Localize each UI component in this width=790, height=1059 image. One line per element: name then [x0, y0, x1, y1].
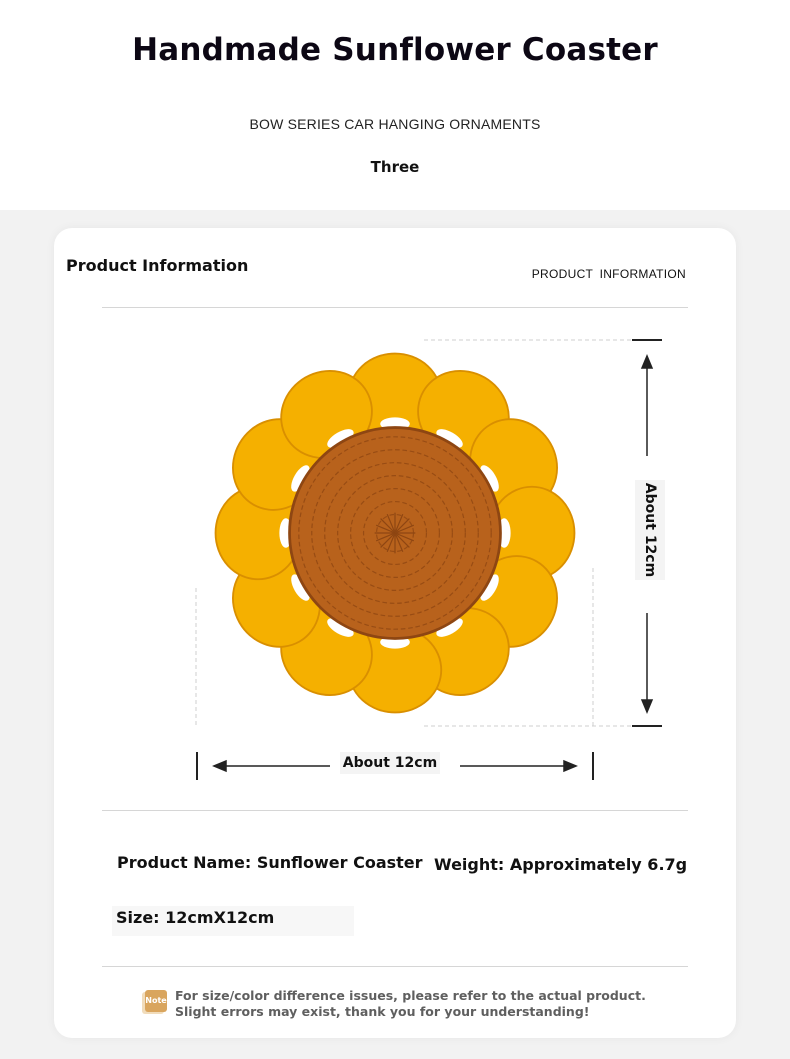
page-subtitle: BOW SERIES CAR HANGING ORNAMENTS [249, 116, 541, 132]
sunflower-coaster-image [216, 354, 575, 713]
spec-size: Size: 12cmX12cm [116, 908, 275, 927]
note-line-2: Slight errors may exist, thank you for your understanding! [175, 1004, 590, 1019]
height-label: About 12cm [635, 480, 665, 580]
width-label: About 12cm [340, 752, 440, 774]
spec-product-name: Product Name: Sunflower Coaster [117, 853, 423, 872]
card-heading: Product Information [66, 256, 249, 275]
page-title: Handmade Sunflower Coaster [132, 32, 658, 68]
spec-weight: Weight: Approximately 6.7g [434, 855, 688, 874]
divider-middle [102, 810, 688, 811]
header-section [0, 0, 790, 210]
card-heading-english: PRODUCT INFORMATION [531, 267, 686, 281]
note-text [175, 988, 646, 1020]
note-icon: Note [145, 990, 167, 1012]
note-line-1: For size/color difference issues, please refer to the actual product. [175, 988, 646, 1003]
divider-bottom [102, 966, 688, 967]
product-info-card [54, 228, 736, 1038]
page-tagline: Three [370, 158, 420, 176]
